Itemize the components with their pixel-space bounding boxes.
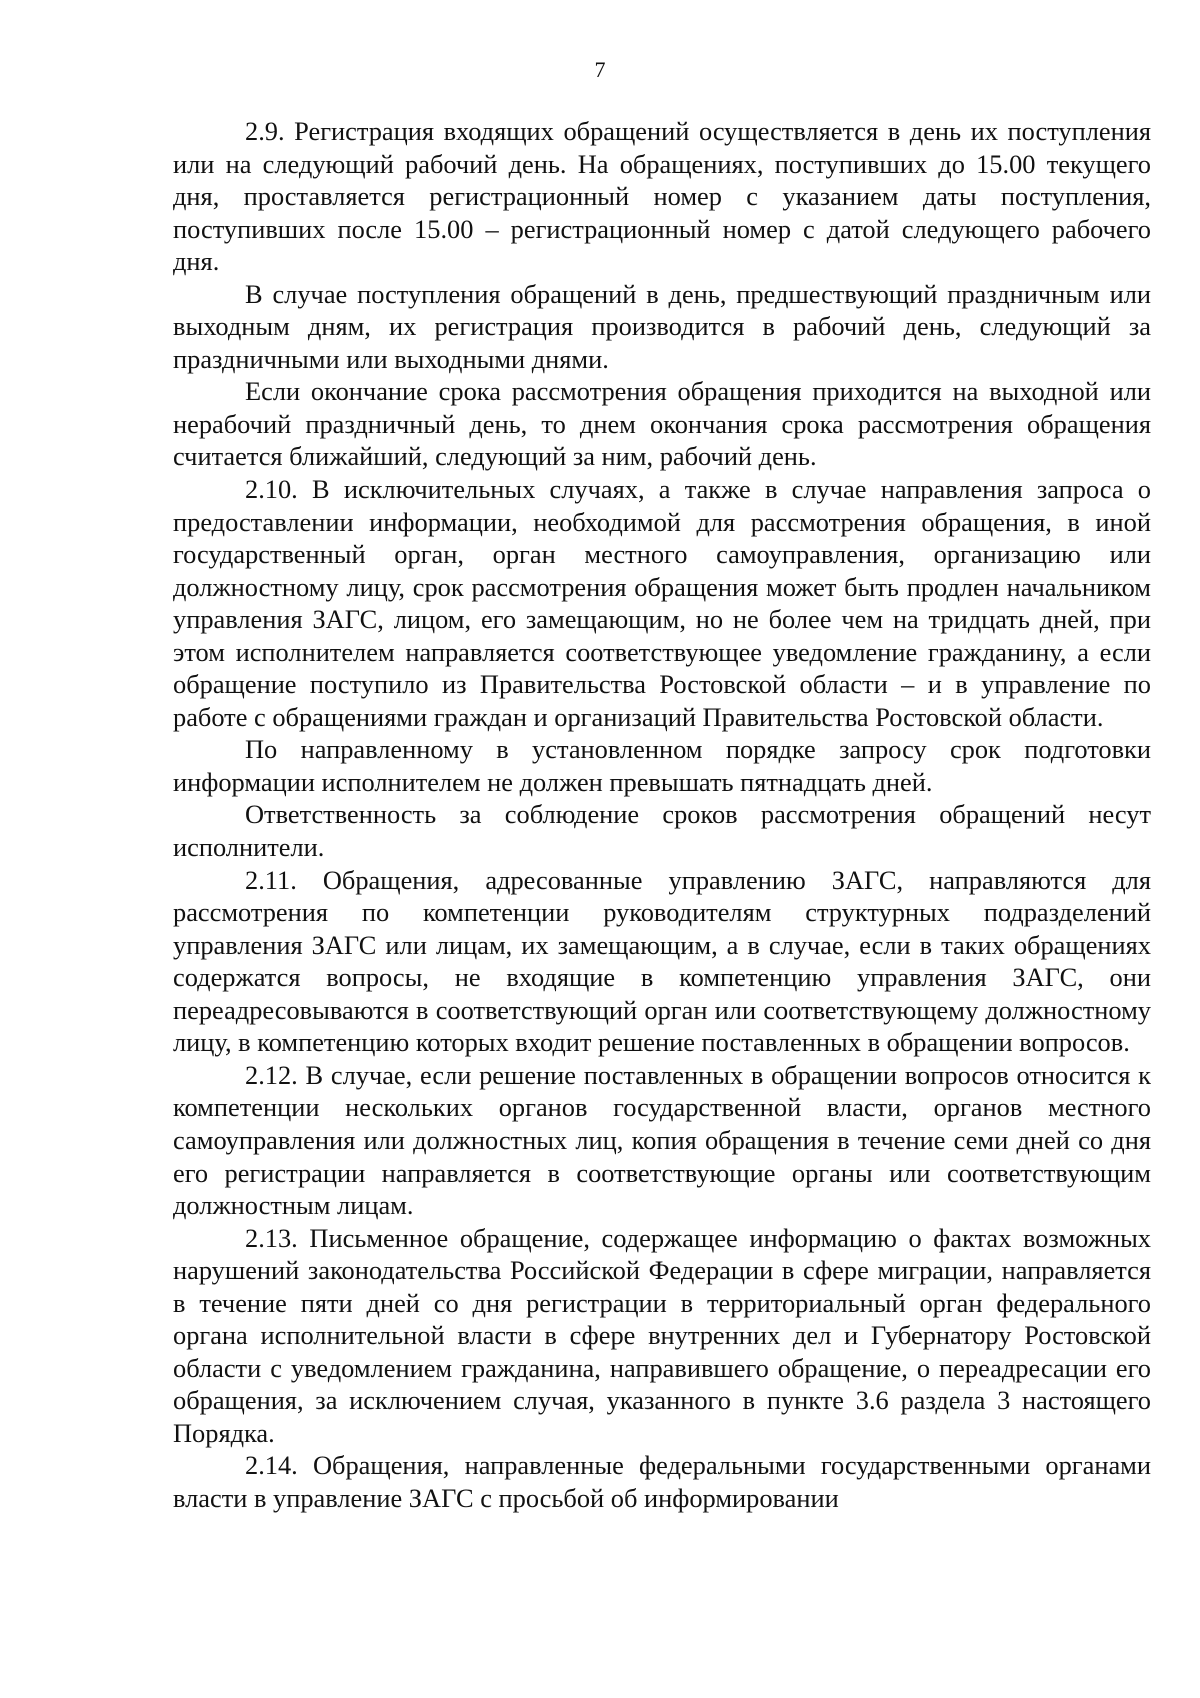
paragraph-2-13: 2.13. Письменное обращение, содержащее информацию о фактах возможных нарушений законодательства Российской Федерации в сфере миграции, направляется в течение пяти дней со дня регистрации в территориальный орган федерального органа исполнительной власти в сфере внутренних дел и Губернатору Ростовской области с уведомлением гражданина, направившего обращение, о переадресации его обращения, за исключением случая, указанного в пункте 3.6 раздела 3 настоящего Порядка.	[173, 1222, 1151, 1448]
paragraph-2-12: 2.12. В случае, если решение поставленных в обращении вопросов относится к компетенции нескольких органов государственной власти, органов местного самоуправления или должностных лиц, копия обращения в течение семи дней со дня его регистрации направляется в соответствующие органы или соответствующим должностным лицам.	[173, 1059, 1151, 1221]
paragraph-deadline-weekend: Если окончание срока рассмотрения обращения приходится на выходной или нерабочий праздничный день, то днем окончания срока рассмотрения обращения считается ближайший, следующий за ним, рабочий день.	[173, 376, 1151, 472]
paragraph-responsibility: Ответственность за соблюдение сроков рассмотрения обращений несут исполнители.	[173, 799, 1151, 863]
paragraph-2-9: 2.9. Регистрация входящих обращений осуществляется в день их поступления или на следующий рабочий день. На обращениях, поступивших до 15.00 текущего дня, проставляется регистрационный номер с указанием даты поступления, поступивших после 15.00 – регистрационный номер с датой следующего рабочего дня.	[173, 116, 1151, 277]
paragraph-holiday-registration: В случае поступления обращений в день, предшествующий праздничным или выходным дням, их регистрация производится в рабочий день, следующий за праздничными или выходными днями.	[173, 278, 1151, 374]
paragraph-2-10: 2.10. В исключительных случаях, а также в случае направления запроса о предоставлении информации, необходимой для рассмотрения обращения, в иной государственный орган, орган местного самоуправления, организацию или должностному лицу, срок рассмотрения обращения может быть продлен начальником управления ЗАГС, лицом, его замещающим, но не более чем на тридцать дней, при этом исполнителем направляется соответствующее уведомление гражданину, а если обращение поступило из Правительства Ростовской области – и в управление по работе с обращениями граждан и организаций Правительства Ростовской области.	[173, 474, 1151, 732]
paragraph-request-deadline: По направленному в установленном порядке запросу срок подготовки информации исполнителем не должен превышать пятнадцать дней.	[173, 734, 1151, 797]
page-number: 7	[594, 57, 606, 82]
paragraph-2-14: 2.14. Обращения, направленные федеральными государственными органами власти в управление ЗАГС с просьбой об информировании	[173, 1450, 1151, 1513]
document-body	[173, 115, 1151, 1515]
paragraph-2-11: 2.11. Обращения, адресованные управлению ЗАГС, направляются для рассмотрения по компетенции руководителям структурных подразделений управления ЗАГС или лицам, их замещающим, а в случае, если в таких обращениях содержатся вопросы, не входящие в компетенцию управления ЗАГС, они переадресовываются в соответствующий орган или соответствующему должностному лицу, в компетенцию которых входит решение поставленных в обращении вопросов.	[173, 864, 1151, 1058]
